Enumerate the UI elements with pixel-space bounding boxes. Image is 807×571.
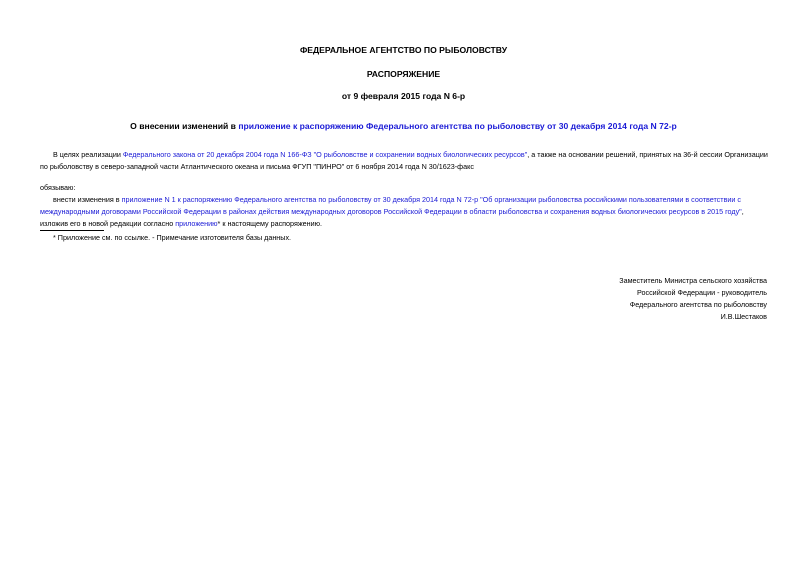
preamble-continuation: , а также на основании решений, принятых на 36-й сессии Организации <box>527 150 768 159</box>
body-line-2 <box>40 206 768 218</box>
body-line-1 <box>53 194 768 206</box>
obliges-word: обязываю: <box>40 183 76 192</box>
subject-prefix: О внесении изменений в <box>130 121 239 131</box>
document-date: от 9 февраля 2015 года N 6-р <box>341 91 466 101</box>
subject-amended-order-link[interactable]: приложение к распоряжению Федерального агентства по рыболовству от 30 декабря 2014 года N 72-р <box>238 121 677 131</box>
body-ending: * к настоящему распоряжению. <box>217 219 323 228</box>
preamble-line-2: по рыболовству в северо-западной части Атлантического океана и письма ФГУП "ПИНРО" от 6 ноября 2014 года N 30/1623-факс <box>40 162 474 171</box>
document-subject <box>0 121 807 131</box>
signatory-position-line-3: Федерального агентства по рыболовству <box>629 300 767 309</box>
preamble-line-1 <box>53 149 768 161</box>
body-comma: , <box>741 207 744 216</box>
document-type: РАСПОРЯЖЕНИЕ <box>366 69 441 79</box>
appendix-1-link-continued[interactable]: международными договорами Российской Федерации в районах действия международных договоров Российской Федерации в области рыболовства и сохранения водных биологических ресурсов в 2015 году" <box>40 207 742 216</box>
footnote-divider <box>40 230 104 231</box>
body-line-3 <box>40 218 322 230</box>
appendix-1-link[interactable]: приложение N 1 к распоряжению Федерального агентства по рыболовству от 30 декабря 2014 года N 72-р "Об организации рыболовства российскими пользователями в соответствии с <box>121 195 742 204</box>
body-outro: изложив его в новой редакции согласно <box>40 219 176 228</box>
footnote: * Приложение см. по ссылке. - Примечание изготовителя базы данных. <box>53 233 292 242</box>
appendix-link[interactable]: приложению <box>175 219 218 228</box>
preamble-intro: В целях реализации <box>53 150 123 159</box>
signatory-name: И.В.Шестаков <box>720 312 767 321</box>
signatory-position-line-1: Заместитель Министра сельского хозяйства <box>619 276 767 285</box>
federal-law-link[interactable]: Федерального закона от 20 декабря 2004 года N 166-ФЗ "О рыболовстве и сохранении водных биологических ресурсов" <box>122 150 528 159</box>
agency-title: ФЕДЕРАЛЬНОЕ АГЕНТСТВО ПО РЫБОЛОВСТВУ <box>299 45 508 55</box>
body-intro: внести изменения в <box>53 195 122 204</box>
signatory-position-line-2: Российской Федерации - руководитель <box>637 288 767 297</box>
